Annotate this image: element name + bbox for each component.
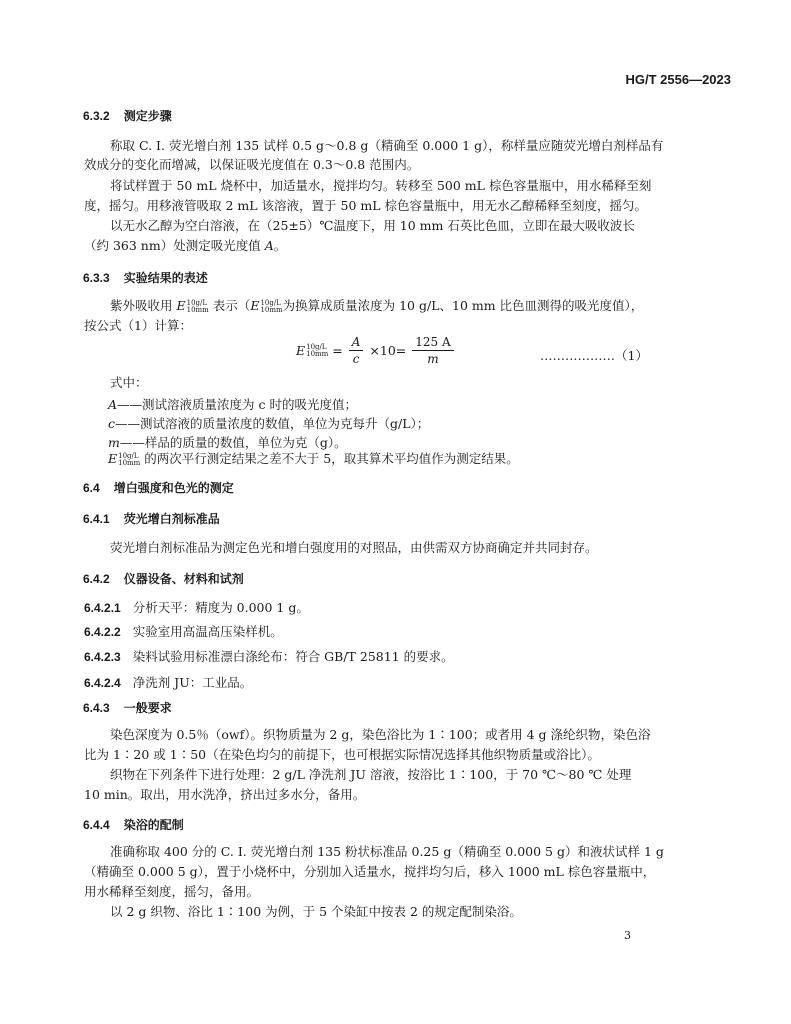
paragraph: 比为 1∶20 或 1∶50（在染色均匀的前提下，也可根据实际情况选择其他织物质量或浴比）。 xyxy=(84,747,600,762)
text: E xyxy=(108,451,118,466)
operator: = xyxy=(332,343,343,358)
item-number: 6.4.2.4 xyxy=(84,676,121,690)
paragraph: 染色深度为 0.5％（owf）。织物质量为 2 g，染色浴比为 1∶100；或者用 4 g 涤纶织物，染色浴 xyxy=(110,727,651,742)
text: 。 xyxy=(273,238,287,253)
section-heading-6-4 xyxy=(83,479,234,496)
paragraph: 10 min。取出，用水洗净，挤出过多水分，备用。 xyxy=(84,787,366,802)
text: E xyxy=(176,298,186,313)
section-number: 6.3.3 xyxy=(83,271,110,285)
section-number: 6.4 xyxy=(83,481,100,495)
section-title: 实验结果的表述 xyxy=(123,271,208,285)
superscript: 10g/L xyxy=(118,451,139,460)
paragraph: 将试样置于 50 mL 烧杯中，加适量水，搅拌均匀。转移至 500 mL 棕色容量瓶中，用水稀释至刻 xyxy=(110,178,652,193)
section-heading-6-4-4 xyxy=(83,816,184,833)
page-number: 3 xyxy=(624,929,631,942)
section-heading-6-3-3 xyxy=(83,269,208,286)
list-item xyxy=(84,622,283,640)
section-number: 6.4.1 xyxy=(83,512,110,526)
e-symbol xyxy=(250,298,282,313)
text: ——测试溶液质量浓度为 c 时的吸光度值； xyxy=(117,397,357,412)
operator: ×10= xyxy=(369,343,407,358)
paragraph: 效成分的变化而增减，以保证吸光度值在 0.3～0.8 范围内。 xyxy=(84,157,420,172)
superscript: 10g/L xyxy=(186,298,208,307)
item-number: 6.4.2.3 xyxy=(84,650,121,664)
item-number: 6.4.2.2 xyxy=(84,625,121,639)
paragraph: 用水稀释至刻度，摇匀，备用。 xyxy=(84,884,260,899)
paragraph: 称取 C. I. 荧光增白剂 135 试样 0.5 g～0.8 g（精确至 0.000 1 g），称样量应随荧光增白剂样品有 xyxy=(110,138,664,153)
section-number: 6.3.2 xyxy=(83,109,110,123)
section-title: 仪器设备、材料和试剂 xyxy=(123,572,244,586)
variable: A xyxy=(108,397,118,412)
formula-1 xyxy=(296,334,456,374)
superscript: 10g/L xyxy=(306,343,327,352)
variable: m xyxy=(108,435,120,450)
paragraph: 度，摇匀。用移液管吸取 2 mL 该溶液，置于 50 mL 棕色容量瓶中，用无水乙醇稀释至刻度，摇匀。 xyxy=(84,198,648,213)
definition-c xyxy=(108,414,429,432)
subscript: 10mm xyxy=(118,458,141,467)
list-item xyxy=(84,598,309,616)
where-label: 式中： xyxy=(110,375,148,390)
fraction xyxy=(412,334,453,367)
numerator: 125 A xyxy=(412,334,453,351)
section-heading-6-4-2 xyxy=(83,570,244,587)
paragraph xyxy=(84,238,718,254)
subscript: 10mm xyxy=(306,350,329,359)
equation-number: ………………（1） xyxy=(540,348,648,363)
e-symbol xyxy=(177,298,209,313)
paragraph: 按公式（1）计算： xyxy=(84,318,192,333)
e-symbol xyxy=(296,343,328,359)
text: 的两次平行测定结果之差不大于 5，取其算术平均值作为测定结果。 xyxy=(144,451,519,466)
item-text: 分析天平：精度为 0.000 1 g。 xyxy=(132,600,309,615)
list-item xyxy=(84,647,454,665)
paragraph xyxy=(84,298,744,314)
section-title: 染浴的配制 xyxy=(123,818,184,832)
text: 为换算成质量浓度为 10 g/L、10 mm 比色皿测得的吸光度值）， xyxy=(282,298,644,313)
subscript: 10mm xyxy=(186,305,209,314)
section-number: 6.4.4 xyxy=(83,818,110,832)
section-heading-6-4-3 xyxy=(83,699,172,716)
section-title: 增白强度和色光的测定 xyxy=(113,481,234,495)
section-number: 6.4.3 xyxy=(83,701,110,715)
section-heading-6-3-2 xyxy=(83,107,172,124)
paragraph: 以无水乙醇为空白溶液，在（25±5）℃温度下，用 10 mm 石英比色皿，立即在最大吸收波长 xyxy=(110,218,635,233)
item-text: 净洗剂 JU：工业品。 xyxy=(132,675,253,690)
denominator: c xyxy=(352,352,360,366)
item-text: 实验室用高温高压染样机。 xyxy=(132,624,283,639)
text: ——测试溶液的质量浓度的数值，单位为克每升（g/L）； xyxy=(115,416,430,431)
variable: c xyxy=(108,416,116,431)
subscript: 10mm xyxy=(260,305,283,314)
superscript: 10g/L xyxy=(260,298,281,307)
doc-code: HG/T 2556—2023 xyxy=(625,72,731,87)
text: 表示（ xyxy=(212,298,251,313)
list-item xyxy=(84,673,252,691)
section-title: 测定步骤 xyxy=(123,109,172,123)
text: E xyxy=(250,298,260,313)
e-symbol xyxy=(108,451,140,466)
section-number: 6.4.2 xyxy=(83,572,110,586)
text: （约 363 nm）处测定吸光度值 xyxy=(84,238,261,253)
paragraph: 荧光增白剂标准品为测定色光和增白强度用的对照品，由供需双方协商确定并共同封存。 xyxy=(110,540,598,555)
numerator: A xyxy=(349,334,364,351)
paragraph: 以 2 g 织物、浴比 1∶100 为例，于 5 个染缸中按表 2 的规定配制染浴。 xyxy=(110,904,522,919)
variable: A xyxy=(264,238,274,253)
definition-a xyxy=(108,395,357,413)
item-text: 染料试验用标准漂白涤纶布：符合 GB/T 25811 的要求。 xyxy=(132,649,454,664)
text: 紫外吸收用 xyxy=(110,298,173,313)
text: ——样品的质量的数值，单位为克（g）。 xyxy=(119,435,347,450)
paragraph: 织物在下列条件下进行处理：2 g/L 净洗剂 JU 溶液，按浴比 1∶100，于 70 ℃～80 ℃ 处理 xyxy=(110,767,632,782)
text: E xyxy=(296,342,306,358)
paragraph: （精确至 0.000 5 g），置于小烧杯中，分别加入适量水，搅拌均匀后，移入 1000 mL 棕色容量瓶中， xyxy=(84,864,656,879)
section-title: 荧光增白剂标准品 xyxy=(123,512,220,526)
definition-e xyxy=(108,449,519,467)
item-number: 6.4.2.1 xyxy=(84,601,121,615)
fraction xyxy=(349,334,364,367)
section-title: 一般要求 xyxy=(123,701,172,715)
paragraph: 准确称取 400 分的 C. I. 荧光增白剂 135 粉状标准品 0.25 g（精确至 0.000 5 g）和液状试样 1 g xyxy=(110,844,664,859)
section-heading-6-4-1 xyxy=(83,510,220,527)
denominator: m xyxy=(427,352,439,366)
